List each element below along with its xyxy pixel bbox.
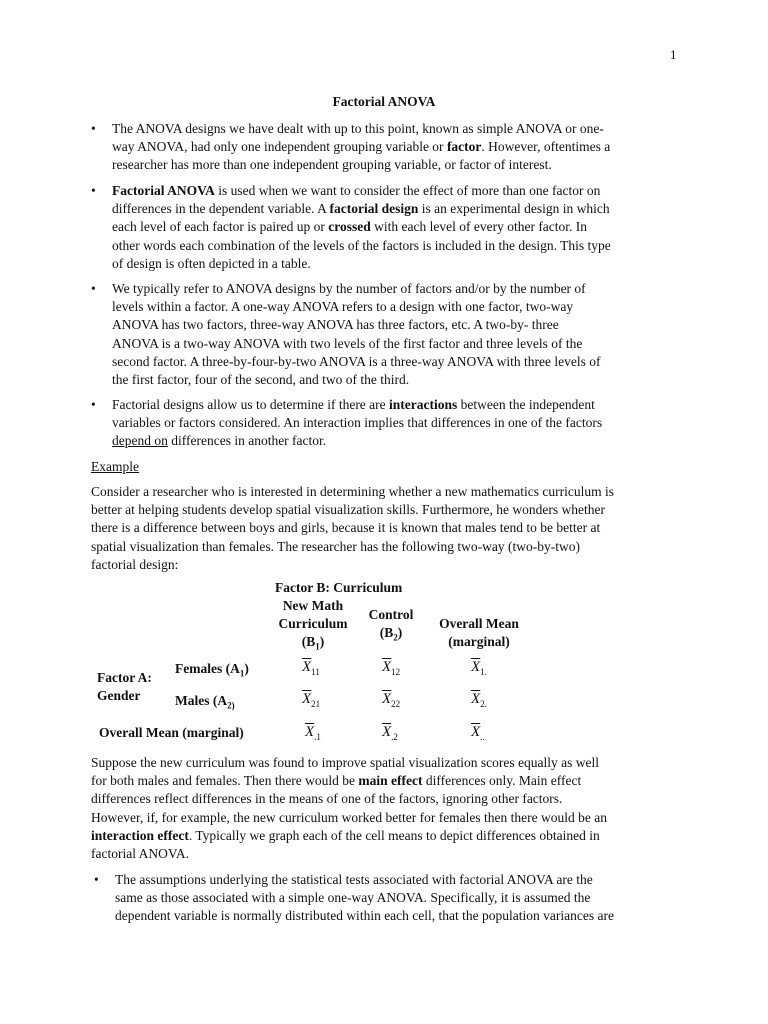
bullet-factorial-anova <box>91 182 681 273</box>
text-line: The assumptions underlying the statistical tests associated with factorial ANOVA are the <box>115 872 593 887</box>
effects-paragraph <box>91 754 681 863</box>
text-line: of design is often depicted in a table. <box>112 255 311 271</box>
text-line: there is a difference between boys and girls, because it is known that males tend to be better at <box>91 520 601 536</box>
control-header: Control $(B_2)$ <box>368 607 414 643</box>
text-line: Consider a researcher who is interested in determining whether a new mathematics curriculum is <box>91 484 614 499</box>
marginal-mean-xdot2: $\overline{X}_{.2}$ <box>382 724 398 742</box>
example-heading: Example <box>91 459 139 474</box>
example-paragraph <box>91 483 681 574</box>
text-line: researcher has more than one independent grouping variable, or factor of interest. <box>112 157 552 173</box>
overall-mean-row-label: Overall Mean (marginal) <box>99 725 244 740</box>
text-line: However, if, for example, the new curriculum worked better for females then there would be an <box>91 809 608 825</box>
bullet-icon: • <box>91 121 96 136</box>
males-row-label: Males ($A_{2)}$ <box>175 693 235 711</box>
bullet-icon: • <box>94 872 99 887</box>
bullet-interactions <box>91 396 681 451</box>
cell-mean-x11: $\overline{X}_{11}$ <box>302 659 320 677</box>
page-title: Factorial ANOVA <box>332 94 436 109</box>
text-line: differences in the dependent variable. A factorial design is an experimental design in which <box>112 201 610 217</box>
overall-mean-column-header: Overall Mean (marginal) <box>439 616 519 649</box>
text-line: each level of each factor is paired up or crossed with each level of every other factor. In <box>112 219 588 235</box>
grand-mean: $\overline{X}_{..}$ <box>471 724 485 742</box>
marginal-mean-x2: $\overline{X}_{2.}$ <box>471 691 487 709</box>
text-line: depend on differences in another factor. <box>112 433 327 449</box>
text-line: other words each combination of the levels of the factors is included in the design. This type <box>112 237 611 253</box>
text-line: The ANOVA designs we have dealt with up to this point, known as simple ANOVA or one- <box>112 121 604 136</box>
cell-mean-x22: $\overline{X}_{22}$ <box>382 691 401 709</box>
bullet-icon: • <box>91 281 96 296</box>
page-number: 1 <box>670 47 677 62</box>
text-line: We typically refer to ANOVA designs by the number of factors and/or by the number of <box>112 281 586 296</box>
text-line: for both males and females. Then there would be main effect differences only. Main effect <box>91 773 582 789</box>
text-line: dependent variable is normally distributed within each cell, that the population variances are <box>115 908 614 924</box>
bullet-simple-anova <box>91 120 681 175</box>
text-line: interaction effect. Typically we graph each of the cell means to depict differences obtained in <box>91 827 600 843</box>
bullet-icon: • <box>91 397 96 412</box>
text-line: same as those associated with a simple one-way ANOVA. Specifically, it is assumed the <box>115 890 591 906</box>
bullet-assumptions <box>94 871 686 926</box>
females-row-label: Females $(A_1)$ <box>175 661 249 679</box>
text-line: Factorial ANOVA is used when we want to consider the effect of more than one factor on <box>112 183 601 198</box>
text-line: differences reflect differences in the means of one of the factors, ignoring other factors. <box>91 791 563 807</box>
text-line: better at helping students develop spatial visualization skills. Furthermore, he wonders whether <box>91 502 606 518</box>
text-line: Factorial designs allow us to determine if there are interactions between the independent <box>112 397 595 412</box>
cell-mean-x21: $\overline{X}_{21}$ <box>302 691 321 709</box>
factor-a-header: Factor A: Gender <box>97 670 152 703</box>
text-line: factorial ANOVA. <box>91 846 189 862</box>
marginal-mean-x1: $\overline{X}_{1.}$ <box>471 659 487 677</box>
text-line: levels within a factor. A one-way ANOVA refers to a design with one factor, two-way <box>112 299 574 315</box>
text-line: spatial visualization than females. The researcher has the following two-way (two-by-two) <box>91 538 580 554</box>
text-line: factorial design: <box>91 556 179 572</box>
text-line: the first factor, four of the second, and two of the third. <box>112 372 410 388</box>
text-line: way ANOVA, had only one independent grouping variable or factor. However, oftentimes a <box>112 139 611 155</box>
new-math-header: New Math Curriculum $(B_1)$ <box>278 598 348 652</box>
cell-mean-x12: $\overline{X}_{12}$ <box>382 659 401 677</box>
text-line: ANOVA has two factors, three-way ANOVA has three factors, etc. A two-by- three <box>112 317 559 333</box>
text-line: second factor. A three-by-four-by-two ANOVA is a three-way ANOVA with three levels of <box>112 353 601 369</box>
bullet-icon: • <box>91 183 96 198</box>
text-line: ANOVA is a two-way ANOVA with two levels of the first factor and three levels of the <box>112 335 583 351</box>
bullet-design-naming <box>91 280 681 389</box>
factor-b-header: Factor B: Curriculum <box>275 580 403 595</box>
marginal-mean-xdot1: $\overline{X}_{.1}$ <box>305 724 321 742</box>
text-line: variables or factors considered. An interaction implies that differences in one of the factors <box>112 415 603 431</box>
text-line: Suppose the new curriculum was found to improve spatial visualization scores equally as well <box>91 755 600 770</box>
